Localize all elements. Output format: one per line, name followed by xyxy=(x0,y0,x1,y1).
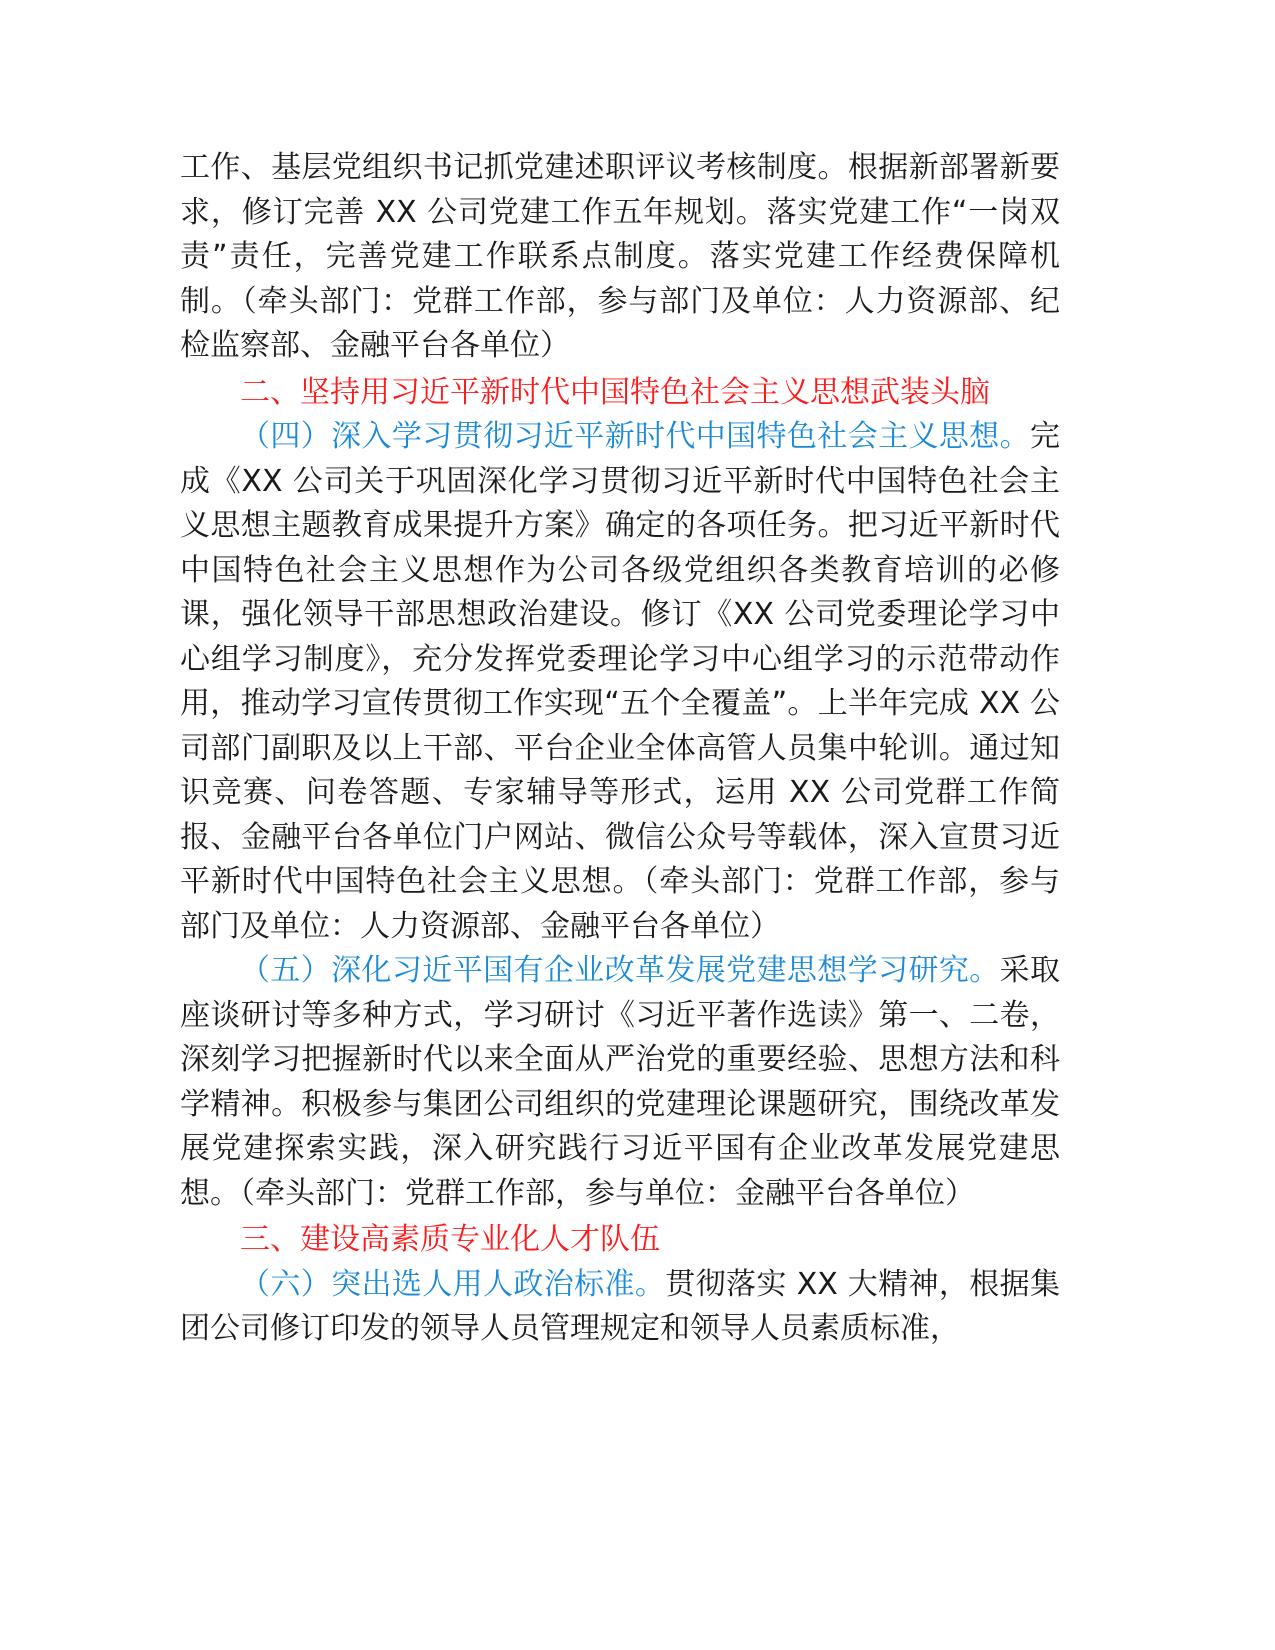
body-item-six: 贯彻落实 XX 大精神，根据集团公司修订印发的领导人员管理规定和领导人员素质标准， xyxy=(180,1266,1061,1346)
paragraph-party-building-system: 工作、基层党组织书记抓党建述职评议考核制度。根据新部署新要求，修订完善 XX 公司党建工作五年规划。落实党建工作“一岗双责”责任，完善党建工作联系点制度。落实党建工作经费保障机制。（牵头部门：党群工作部，参与部门及单位：人力资源部、纪检监察部、金融平台各单位） xyxy=(180,150,1060,363)
body-item-five: 采取座谈研讨等多种方式，学习研讨《习近平著作选读》第一、二卷，深刻学习把握新时代以来全面从严治党的重要经验、思想方法和科学精神。积极参与集团公司组织的党建理论课题研究，围绕改革发展党建探索实践，深入研究践行习近平国有企业改革发展党建思想。（牵头部门：党群工作部，参与单位：金融平台各单位） xyxy=(180,953,1061,1211)
subheading-item-five: （五）深化习近平国有企业改革发展党建思想学习研究。 xyxy=(240,953,1000,988)
paragraph-item-four xyxy=(180,415,1060,949)
paragraph-item-five xyxy=(180,949,1060,1216)
document-page xyxy=(180,146,1060,1352)
body-item-four: 完成《XX 公司关于巩固深化学习贯彻习近平新时代中国特色社会主义思想主题教育成果提升方案》确定的各项任务。把习近平新时代中国特色社会主义思想作为公司各级党组织各类教育培训的必修课，强化领导干部思想政治建设。修订《XX 公司党委理论学习中心组学习制度》，充分发挥党委理论学习中心组学习的示范带动作用，推动学习宣传贯彻工作实现“五个全覆盖”。上半年完成 XX 公司部门副职及以上干部、平台企业全体高管人员集中轮训。通过知识竞赛、问卷答题、专家辅导等形式，运用 XX 公司党群工作简报、金融平台各单位门户网站、微信公众号等载体，深入宣贯习近平新时代中国特色社会主义思想。（牵头部门：党群工作部，参与部门及单位：人力资源部、金融平台各单位） xyxy=(180,419,1060,944)
subheading-item-six: （六）突出选人用人政治标准。 xyxy=(240,1266,666,1302)
paragraph-item-six xyxy=(180,1263,1060,1352)
section-heading-three: 三、建设高素质专业化人才队伍 xyxy=(240,1222,660,1257)
section-heading-two: 二、坚持用习近平新时代中国特色社会主义思想武装头脑 xyxy=(240,374,990,410)
subheading-item-four: （四）深入学习贯彻习近平新时代中国特色社会主义思想。 xyxy=(240,419,1030,454)
